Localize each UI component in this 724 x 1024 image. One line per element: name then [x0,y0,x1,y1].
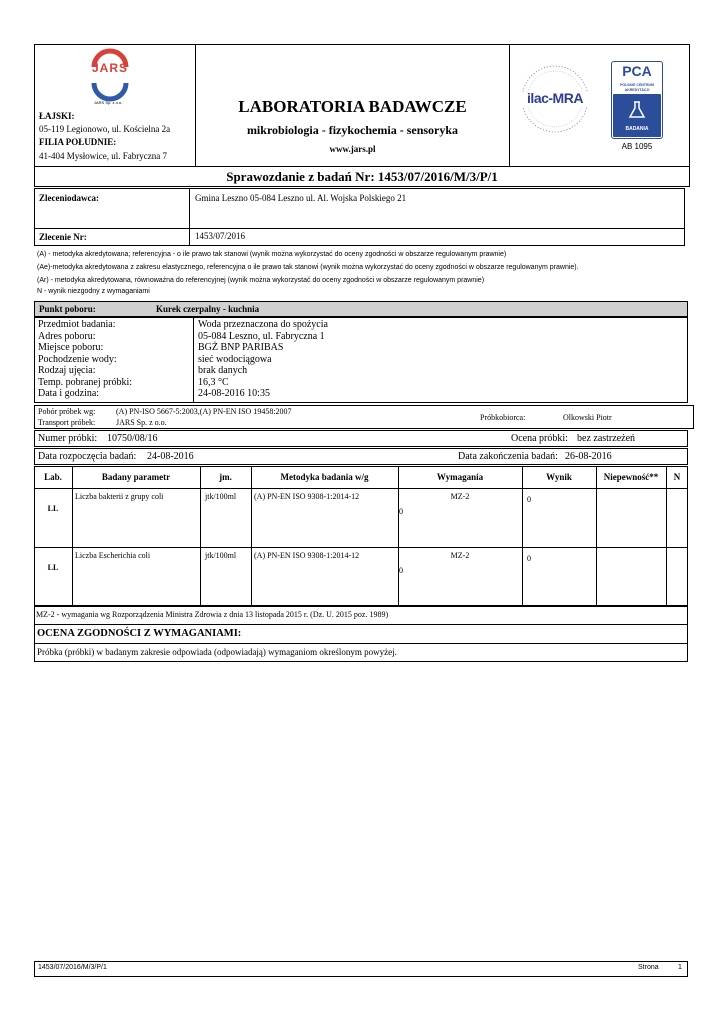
col-header-lab: Lab. [44,472,62,482]
ilac-mra-text: ilac-MRA [527,90,583,106]
branch-address-1: 05-119 Legionowo, ul. Kościelna 2a [39,124,171,134]
footer-page-label: Strona [638,964,659,971]
lab-title: LABORATORIA BADAWCZE [238,97,467,116]
sampling-point-value: Kurek czerpalny - kuchnia [156,304,260,314]
sampling-method-label: Pobór próbek wg: [38,407,96,416]
col-header-result: Wynik [546,472,572,482]
row1-method: (A) PN-EN ISO 9308-1:2014-12 [254,492,360,501]
sampler-value: Olkowski Piotr [563,413,612,422]
end-date-label: Data zakończenia badań: [458,451,558,462]
sample-info-values: Woda przeznaczona do spożycia 05-084 Leszno, ul. Fabryczna 1 BGŻ BNP PARIBAS sieć wodociągowa brak danych 16,3 °C 24-08-2016 10:35 [198,319,328,399]
flask-icon [627,100,647,120]
row2-requirement: MZ-2 [450,551,470,560]
client-label: Zleceniodawca: [39,193,99,203]
sampling-method-value: (A) PN-ISO 5667-5:2003,(A) PN-EN ISO 19458:2007 [116,407,292,416]
jars-logo-subtext: JARS Sp. z o.o. [94,100,123,105]
legend-line-ae: (Ae)-metodyka akredytowana z zakresu elastycznego, referencyjna o ile prawo tak stanowi (wynik można wykorzystać do oceny zgodności w obszarze regulowanym prawnie). [37,264,579,271]
legend-line-n: N - wynik niezgodny z wymaganiami [37,288,150,295]
sample-info-labels: Przedmiot badania: Adres poboru: Miejsce poboru: Pochodzenie wody: Rodzaj ujęcia: Temp. pobranej próbki: Data i godzina: [38,319,132,399]
assessment-value: bez zastrzeżeń [577,433,636,444]
row1-requirement: MZ-2 [450,492,470,501]
jars-logo-text: JARS [91,61,128,75]
order-value: 1453/07/2016 [195,231,246,241]
accreditation-number: AB 1095 [621,142,653,151]
row2-result: 0 [527,554,531,563]
row1-result: 0 [527,495,531,504]
footer-page-number: 1 [678,964,682,971]
col-header-uncertainty: Niepewność** [603,472,659,482]
row2-method: (A) PN-EN ISO 9308-1:2014-12 [254,551,360,560]
transport-value: JARS Sp. z o.o. [116,418,167,427]
footer-doc-id: 1453/07/2016/M/3/P/1 [38,964,107,971]
col-header-parameter: Badany parametr [101,472,171,482]
pca-sub-1: POLSKIE CENTRUM [620,83,654,87]
lab-subtitle: mikrobiologia - fizykochemia - sensoryka [246,123,459,137]
col-header-requirement: Wymagania [436,472,484,482]
legend-line-ar: (Ar) - metodyka akredytowana, równoważna do referencyjnej (wynik można wykorzystać do oceny zgodności w obszarze regulowanym prawnie) [37,277,485,284]
conformity-heading: OCENA ZGODNOŚCI Z WYMAGANIAMI: [37,628,242,639]
transport-label: Transport próbek: [38,418,96,427]
legend-line-a: (A) - metodyka akredytowana; referencyjna - o ile prawo tak stanowi (wynik można wykorzystać do oceny zgodności w obszarze regulowanym prawnie) [37,251,507,258]
row1-lab: LL [47,504,59,513]
col-header-n: N [673,472,681,482]
report-title: Sprawozdanie z badań Nr: 1453/07/2016/M/3/P/1 [226,169,498,184]
row2-parameter: Liczba Escherichia coli [75,551,151,560]
client-value: Gmina Leszno 05-084 Leszno ul. Al. Wojska Polskiego 21 [195,193,407,203]
assessment-label: Ocena próbki: [511,433,568,444]
branch-label-2: FILIA POŁUDNIE: [39,137,117,147]
page-footer [34,961,688,977]
start-date-label: Data rozpoczęcia badań: [38,451,137,462]
website[interactable]: www.jars.pl [329,144,376,154]
row1-unit: jtk/100ml [205,492,237,501]
conformity-text: Próbka (próbki) w badanym zakresie odpowiada (odpowiadają) wymaganiom określonym powyżej. [37,647,397,657]
requirements-footnote: MZ-2 - wymagania wg Rozporządzenia Ministra Zdrowia z dnia 13 listopada 2015 r. (Dz. U. 2015 poz. 1989) [36,610,389,619]
branch-label-1: ŁAJSKI: [39,111,75,121]
col-header-unit: jm. [219,472,232,482]
pca-badania: BADANIA [625,126,649,132]
results-table [34,466,688,606]
row1-requirement-value: 0 [399,507,403,516]
row2-unit: jtk/100ml [205,551,237,560]
row2-lab: LL [47,563,59,572]
sampling-point-bar [34,301,688,317]
row2-requirement-value: 0 [399,566,403,575]
sample-number-label: Numer próbki: [38,433,98,444]
sample-number-value: 10750/08/16 [107,433,158,444]
sampler-label: Próbkobiorca: [480,413,526,422]
sample-info-box [34,317,688,403]
end-date-value: 26-08-2016 [565,451,612,462]
start-date-value: 24-08-2016 [147,451,194,462]
pca-logo-text: PCA [622,63,652,79]
col-header-method: Metodyka badania w/g [280,472,369,482]
branch-address-2: 41-404 Mysłowice, ul. Fabryczna 7 [39,151,167,161]
sampling-point-label: Punkt poboru: [39,304,96,314]
pca-sub-2: AKREDYTACJI [624,88,650,92]
row1-parameter: Liczba bakterii z grupy coli [75,492,164,501]
order-label: Zlecenie Nr: [39,232,87,242]
